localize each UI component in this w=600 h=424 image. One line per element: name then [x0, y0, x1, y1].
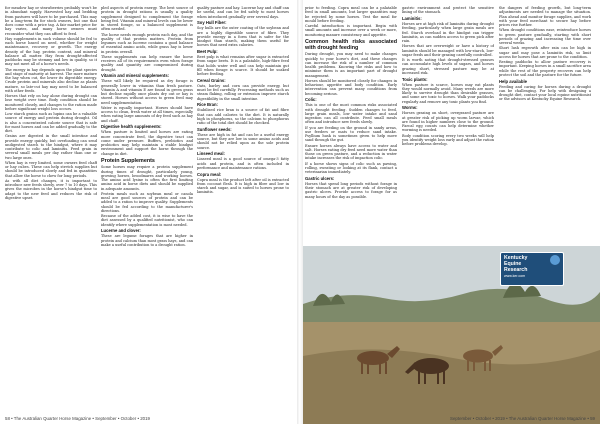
article-heading: Sunflower seeds:	[197, 126, 232, 132]
article-paragraph: These supplements can help ensure the horse receives all of its requirements even when forage quality and quantity are compromised during drought.	[101, 54, 193, 72]
left-page	[0, 0, 297, 424]
left-page-footer	[5, 416, 150, 421]
text-column-1	[5, 6, 97, 412]
article-paragraph: These will likely be required as dry forage is generally lower in vitamins than fresh pasture. Vitamin A and vitamin E are found in green grass but decline rapidly once plants dry out or hay is stored. Horses without access to green feed may need supplementation.	[101, 79, 193, 105]
article-paragraph: Copra meal is the product left after oil is extracted from coconut flesh. It is high in fibre and low in starch and sugar, and is suited to horses prone to laminitis.	[197, 177, 289, 195]
page-number: 59	[590, 416, 595, 421]
article-paragraph: gastric environment and protect the sensitive lining of the stomach.	[402, 6, 494, 15]
article-paragraph: Some horses may require a protein supplement during times of drought, particularly young, growing horses, broodmares and working horses. The amino acid lysine is often the first limiting amino acid in horse diets and should be supplied in adequate amounts.	[101, 165, 193, 191]
article-paragraph: These are high in fat and can be a useful energy source, but they are low in some amino acids and should not be relied upon as the sole protein source.	[197, 132, 289, 150]
article-paragraph: the dangers of feeding growth, but long-term adjustments are needed to manage the situation. Plan ahead and monitor forage supplies, and work with your feed merchant to secure hay before prices rise further.	[499, 6, 591, 27]
article-paragraph: Feeding and caring for horses during a drought can be challenging. For help with designing a drought diet, contact your local equine nutritionist or the advisors at Kentucky Equine Research.	[499, 84, 591, 102]
article-paragraph: If a horse shows signs of colic such as pawing, rolling, sweating or looking at its flank, contact a veterinarian immediately.	[305, 161, 397, 174]
article-heading: Laminitis:	[402, 16, 422, 21]
article-paragraph: When pasture is limited and horses are eating more concentrate feed, the digestive tract can come under pressure. Buffers, prebiotics and probiotics may help maintain a stable hindgut environment and support the horse through the change in diet.	[101, 130, 193, 156]
article-paragraph: Water is equally important. Horses should have access to clean, fresh water at all times, especially when eating large amounts of dry feed such as hay and chaff.	[101, 105, 193, 123]
article-heading: Colic:	[305, 97, 317, 103]
article-paragraph: Grains are digested in the small intestine and provide energy quickly, but overloading can send undigested starch to the hindgut, where it may contribute to colic and laminitis. Feed grain in several small meals per day rather than one or two large ones.	[5, 134, 97, 160]
article-paragraph: During drought, you may need to make changes quickly to your horse's diet, and these changes can increase the risk of a number of common health problems. Knowing the risks and how to minimise them is an important part of drought management.	[305, 52, 397, 78]
article-heading: Worms:	[402, 105, 418, 111]
article-heading: Protein Supplements	[101, 157, 155, 164]
article-paragraph: This is one of the most common risks associated with drought feeding. Sudden changes to feed, large grain meals, low water intake and sand ingestion can all contribute. Feed small meals often and introduce new feeds slowly.	[305, 103, 397, 125]
article-paragraph: pled aspects of protein energy. The best source of protein in drought rations is usually a quality supplement designed to complement the forage being fed. Vitamin and mineral levels can be lower in stored forage, so a balanced supplement is often needed.	[101, 6, 193, 32]
article-paragraph: When drought conditions ease, reintroduce horses to green pasture gradually, starting with short periods of grazing and increasing the time over several weeks.	[499, 28, 591, 45]
magazine-title: • The Australian Quarter Horse Magazine	[11, 416, 92, 421]
article-heading: Copra meal:	[197, 171, 222, 177]
article-paragraph: When pasture is scarce, horses may eat plants they would normally avoid. Many weeds are more likely to survive drought than desirable grasses, and some are toxic to horses. Walk your paddocks regularly and remove any toxic plants you find.	[402, 82, 494, 104]
article-heading: Vitamin and mineral supplements:	[101, 73, 170, 79]
text-column-3	[197, 6, 289, 412]
article-heading: Common health risks associated with drought feeding	[305, 38, 397, 51]
logo-url: www.ker.com	[504, 274, 526, 278]
article-paragraph: Body condition scoring every two weeks will help you identify weight loss early and adjust the ration before problems develop.	[402, 133, 494, 146]
magazine-title: The Australian Quarter Horse Magazine •	[508, 416, 589, 421]
article-paragraph: Oats, barley and corn can provide energy, but must be fed carefully. Processing methods such as steam flaking, rolling or extrusion improve starch digestibility in the small intestine.	[197, 83, 289, 101]
text-column-6	[499, 6, 591, 242]
article-paragraph: Soy hulls are the outer coating of the soybean and are a highly digestible source of fibre. They provide energy in a form that is safer for the hindgut than starch, making them useful for horses that need extra calories.	[197, 26, 289, 48]
issue-date: • September • October • 2019	[92, 416, 150, 421]
article-paragraph: It is worth noting that drought-stressed grasses can accumulate high levels of sugars, and horses grazing short, stressed pasture may be at increased risk.	[402, 58, 494, 75]
logo-line-1: Kentucky	[504, 255, 528, 261]
article-heading: Gastric ulcers:	[305, 175, 335, 181]
article-paragraph: If you are feeding on the ground in sandy areas, use feeders or mats to reduce sand intake. Psyllium husk is sometimes given to help move sand through the gut.	[305, 125, 397, 143]
article-heading: Help available	[499, 78, 527, 84]
article-paragraph: Protein meals such as soybean meal or canola meal are good sources of protein and can be added to a ration to improve quality. Supplements should be fed according to the manufacturer's directions.	[101, 191, 193, 213]
article-heading: Soy Hull Fiber:	[197, 20, 227, 26]
article-paragraph: Careful introduction is important. Begin with small amounts and increase over a week or more, monitoring manure consistency and appetite.	[305, 24, 397, 37]
article-paragraph: Horses that spend long periods without forage in their stomach are at greater risk of developing gastric ulcers. Provide access to forage for as many hours of the day as possible.	[305, 181, 397, 199]
article-paragraph: Short lush regrowth after rain can be high in sugar and may pose a laminitis risk, so limit access for horses that are prone to the condition.	[499, 46, 591, 59]
logo-line-3: Research	[504, 267, 528, 273]
article-paragraph: As with all diet changes, it is important to introduce new feeds slowly, over 7 to 10 days. This gives the microbes in the horse's hindgut time to adapt to the new feed and reduces the risk of digestive upset.	[5, 178, 97, 200]
logo-emblem-icon	[550, 255, 560, 265]
article-paragraph: The energy in hay depends upon the plant species and stage of maturity at harvest. The more mature the hay when cut, the lower its digestible energy. Crude protein and minerals also decline as plants mature, so late-cut hay may need to be balanced with other feeds.	[5, 67, 97, 93]
article-paragraph: Stabilised rice bran is a source of fat and fibre that can add calories to the diet. It is naturally high in phosphorus, so the calcium to phosphorus ratio of the total diet should be checked.	[197, 108, 289, 125]
article-paragraph: Low starch grains such as lupins can be a valuable source of energy and protein during drought. Oil is also a concentrated calorie source that is safe for most horses and can be added gradually to the diet.	[5, 112, 97, 133]
article-paragraph: The horse needs enough protein each day, and the quality of that protein matters. Protein from legumes such as lucerne contains a good balance of essential amino acids, while grass hay is lower in protein overall.	[101, 32, 193, 54]
kentucky-equine-research-logo	[500, 252, 564, 286]
article-paragraph: Horses that are overweight or have a history of laminitis should be managed with low-starch, low-sugar feeds and their grazing carefully controlled.	[402, 44, 494, 57]
article-paragraph: Resting paddocks to allow pasture recovery is important. Keeping horses in a small sacrifice area while the rest of the property recovers can help protect the soil and the pasture for the future.	[499, 60, 591, 77]
article-heading: Rice Bran:	[197, 102, 218, 108]
article-heading: Digestive health supplements:	[101, 124, 162, 130]
logo-line-2: Equine	[504, 261, 522, 267]
article-paragraph: prior to feeding. Copra meal can be a palatable feed in small amounts, but larger quantities may be rejected by some horses. Test the meal for mould before feeding.	[305, 6, 397, 23]
right-page-footer	[450, 416, 595, 421]
article-heading: Toxic plants:	[402, 76, 428, 82]
article-paragraph: Ensure horses always have access to water and salt. Horses eating dry feed need more water than those on green pasture, and a reduction in water intake increases the risk of impaction colic.	[305, 143, 397, 161]
text-column-5	[402, 6, 494, 242]
article-paragraph: Horses grazing on short, overgrazed pasture are at greater risk of picking up worm larvae, which are found in higher numbers close to the ground. Faecal egg counts can help determine whether worming is needed.	[402, 111, 494, 133]
article-paragraph: Linseed meal is a good source of omega-3 fatty acids and protein, and is often included in performance and maintenance rations.	[197, 157, 289, 170]
article-paragraph: Beet pulp is what remains after sugar is extracted from sugar beets. It is a palatable, high-fibre feed that holds water well and can help maintain gut fill when forage is scarce. It should be soaked before feeding.	[197, 55, 289, 76]
article-paragraph: Horses are at high risk of laminitis during drought feeding, particularly when large grain meals are fed. Starch overload in the hindgut can trigger laminitis, as can sudden access to green pick after rain.	[402, 22, 494, 43]
text-column-2	[101, 6, 193, 412]
article-paragraph: Horses should be monitored closely for changes in behaviour, appetite and body condition. Early intervention can prevent many conditions from becoming serious.	[305, 78, 397, 96]
article-paragraph: When hay is very limited, some owners feed chaff or hay cubes. These can help stretch supplies but should be introduced slowly and fed in quantities that allow the horse to chew for long periods.	[5, 160, 97, 178]
article-paragraph: These are legume forages that are higher in protein and calcium than most grass hays, and can make a useful contribution to a drought ration.	[101, 234, 193, 247]
article-paragraph: Hay supplements in such volume should be fed to each horse based on need, whether for weight maintenance, recovery or growth. The energy density of the hay, protein content, and mineral balance all matter. Hay from drought-affected paddocks may be stemmy and low in quality, so it may not meet all of a horse's needs.	[5, 36, 97, 67]
article-heading: Linseed meal:	[197, 151, 225, 157]
article-heading: Cereal Grains:	[197, 77, 226, 83]
article-heading: Beet Pulp:	[197, 49, 218, 54]
article-paragraph: Because of the added cost, it is wise to have the diet assessed by a qualified nutritionist, who can identify where supplementation is most needed.	[101, 214, 193, 227]
page-number: 58	[5, 416, 10, 421]
issue-date: September • October • 2019 •	[450, 416, 508, 421]
article-paragraph: quality pasture and hay. Lucerne hay and chaff can be useful, and can be fed safely to most horses when introduced gradually over several days.	[197, 6, 289, 19]
article-heading: Lucerne and clover:	[101, 228, 141, 234]
article-paragraph: Horses that rely on hay alone during drought can lose weight over time. Body condition should be monitored closely, and changes to the ration made before significant weight loss occurs.	[5, 94, 97, 111]
article-paragraph: for meadow hay or strawberries probably won't be in abundant supply. Harvested hay and bedding from pastures will have to be purchased. This may be a long-term fix for stock owners, but one that does come with a price tag. A fair market price for hay varies, and many horse owners must reconsider what they can afford to feed.	[5, 6, 97, 36]
